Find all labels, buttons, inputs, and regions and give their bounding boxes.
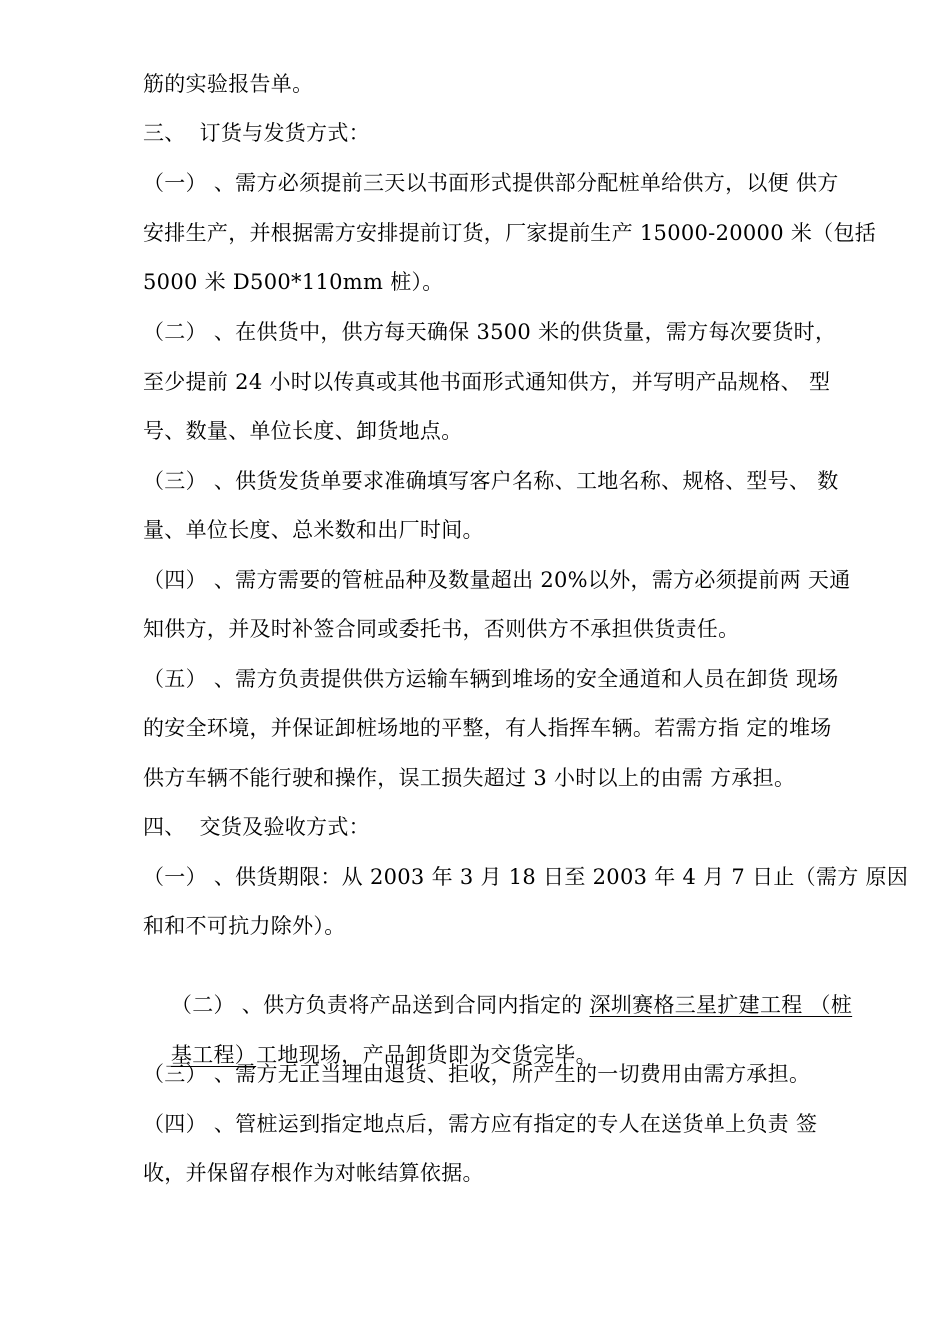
text-line: 和和不可抗力除外）。 — [143, 914, 346, 938]
text-line: （二） 、在供货中，供方每天确保 3500 米的供货量，需方每次要货时， — [143, 320, 837, 344]
section-heading: 三、 订货与发货方式： — [143, 121, 370, 145]
text-segment: （二） 、供方负责将产品送到合同内指定的 — [170, 993, 590, 1017]
text-line: （四） 、需方需要的管桩品种及数量超出 20%以外，需方必须提前两 天通 — [143, 568, 851, 592]
section-heading: 四、 交货及验收方式： — [143, 815, 370, 839]
text-line: （四） 、管桩运到指定地点后，需方应有指定的专人在送货单上负责 签 — [143, 1112, 818, 1136]
text-line: 筋的实验报告单。 — [143, 72, 314, 96]
text-line: 量、单位长度、总米数和出厂时间。 — [143, 518, 484, 542]
text-line: 的安全环境，并保证卸桩场地的平整，有人指挥车辆。若需方指 定的堆场 — [143, 716, 832, 740]
project-name-underlined: 深圳赛格三星扩建工程 （桩 — [589, 993, 853, 1017]
text-line: 号、数量、单位长度、卸货地点。 — [143, 419, 463, 443]
text-line: （一） 、供货期限：从 2003 年 3 月 18 日至 2003 年 4 月 7 日止（需方 原因 — [143, 865, 909, 889]
text-line: （五） 、需方负责提供供方运输车辆到堆场的安全通道和人员在卸货 现场 — [143, 667, 839, 691]
text-segment: 工地现场，产品卸货即为交货完毕。 — [256, 1043, 597, 1067]
text-line: （三） 、需方无正当理由退货、拒收，所产生的一切费用由需方承担。 — [143, 1062, 811, 1086]
text-line: 收，并保留存根作为对帐结算依据。 — [143, 1161, 484, 1185]
text-line: 知供方，并及时补签合同或委托书，否则供方不承担供货责任。 — [143, 617, 740, 641]
text-line: 至少提前 24 小时以传真或其他书面形式通知供方，并写明产品规格、 型 — [143, 370, 831, 394]
text-line: 安排生产，并根据需方安排提前订货，厂家提前生产 15000-20000 米（包括 — [143, 221, 877, 245]
text-line: 供方车辆不能行驶和操作，误工损失超过 3 小时以上的由需 方承担。 — [143, 766, 796, 790]
text-line: （一） 、需方必须提前三天以书面形式提供部分配桩单给供方，以便 供方 — [143, 171, 839, 195]
text-line: （三） 、供货发货单要求准确填写客户名称、工地名称、规格、型号、 数 — [143, 469, 839, 493]
project-name-underlined: 基工程） — [170, 1043, 257, 1067]
text-line: 5000 米 D500*110mm 桩）。 — [143, 270, 444, 294]
